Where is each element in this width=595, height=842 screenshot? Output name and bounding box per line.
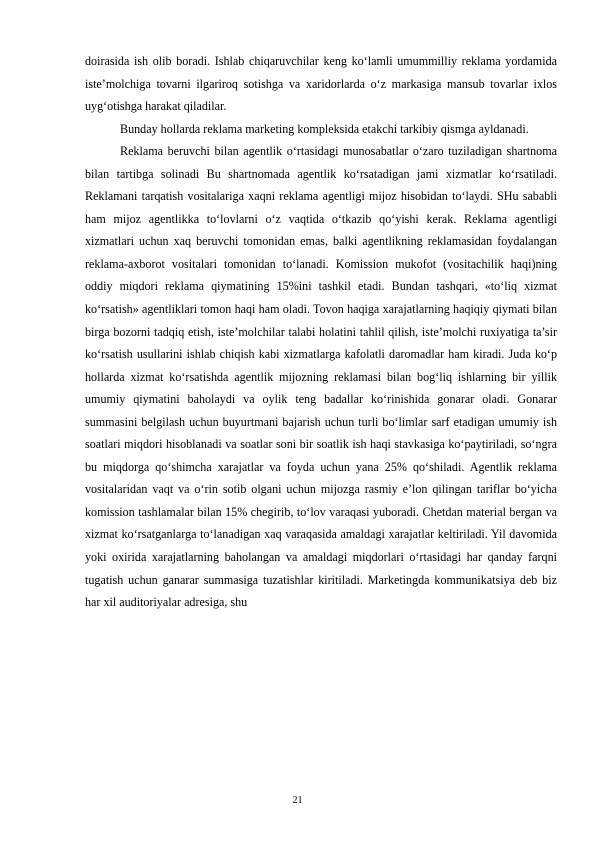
page-body	[85, 50, 557, 614]
paragraph-agency-relations: Reklama beruvchi bilan agentlik o‘rtasidagi munosabatlar o‘zaro tuziladigan shartnoma bilan tartibga solinadi Bu shartnomada agentlik ko‘rsatadigan jami xizmatlar ko‘rsatiladi. Reklamani tarqatish vositalariga xaqni reklama agentligi mijoz hisobidan to‘laydi. SHu sababli ham mijoz agentlikka to‘lovlarni o‘z vaqtida o‘tkazib qo‘yishi kerak. Reklama agentligi xizmatlari uchun xaq beruvchi tomonidan emas, balki agentlikning reklamasidan foydalangan reklama-axborot vositalari tomonidan to‘lanadi. Komission mukofot (vositachilik haqi)ning oddiy miqdori reklama qiymatining 15%ini tashkil etadi. Bundan tashqari, «to‘liq xizmat ko‘rsatish» agentliklari tomon haqi ham oladi. Tovon haqiga xarajatlarning haqiqiy qiymati bilan birga bozorni tadqiq etish, iste’molchilar talabi holatini tahlil qilish, iste’molchi ruxiyatiga ta’sir ko‘rsatish usullarini ishlab chiqish kabi xizmatlarga kafolatli daromadlar ham kiradi. Juda ko‘p hollarda xizmat ko‘rsatishda agentlik mijozning reklamasi bilan bog‘liq ishlarning bir yillik umumiy qiymatini baholaydi va oylik teng badallar ko‘rinishida gonarar oladi. Gonarar summasini belgilash uchun buyurtmani bajarish uchun turli bo‘limlar sarf etadigan umumiy ish soatlari miqdori hisoblanadi va soatlar soni bir soatlik ish haqi stavkasiga ko‘paytiriladi, so‘ngra bu miqdorga qo‘shimcha xarajatlar va foyda uchun yana 25% qo‘shiladi. Agentlik reklama vositalaridan vaqt va o‘rin sotib olgani uchun mijozga rasmiy e’lon qilingan tariflar bo‘yicha komission tashlamalar bilan 15% chegirib, to‘lov varaqasi yuboradi. Chetdan material bergan va xizmat ko‘rsatganlarga to‘lanadigan xaq varaqasida amaldagi xarajatlar keltiriladi. Yil davomida yoki oxirida xarajatlarning baholangan va amaldagi miqdorlari o‘rtasidagi har qanday farqni tugatish uchun ganarar summasiga tuzatishlar kiritiladi. Marketingda kommunikatsiya deb biz har xil auditoriyalar adresiga, shu	[85, 144, 557, 610]
paragraph-marketing-complex: Bunday hollarda reklama marketing kompleksida etakchi tarkibiy qismga ayldanadi.	[120, 121, 529, 136]
page-number: 21	[292, 795, 303, 806]
paragraph-continuation: doirasida ish olib boradi. Ishlab chiqaruvchilar keng ko‘lamli umummilliy reklama yordamida iste’molchiga tovarni ilgariroq sotishga va xaridorlarda o‘z markasiga mansub tovarlar ixlos uyg‘otishga harakat qiladilar.	[85, 54, 557, 114]
